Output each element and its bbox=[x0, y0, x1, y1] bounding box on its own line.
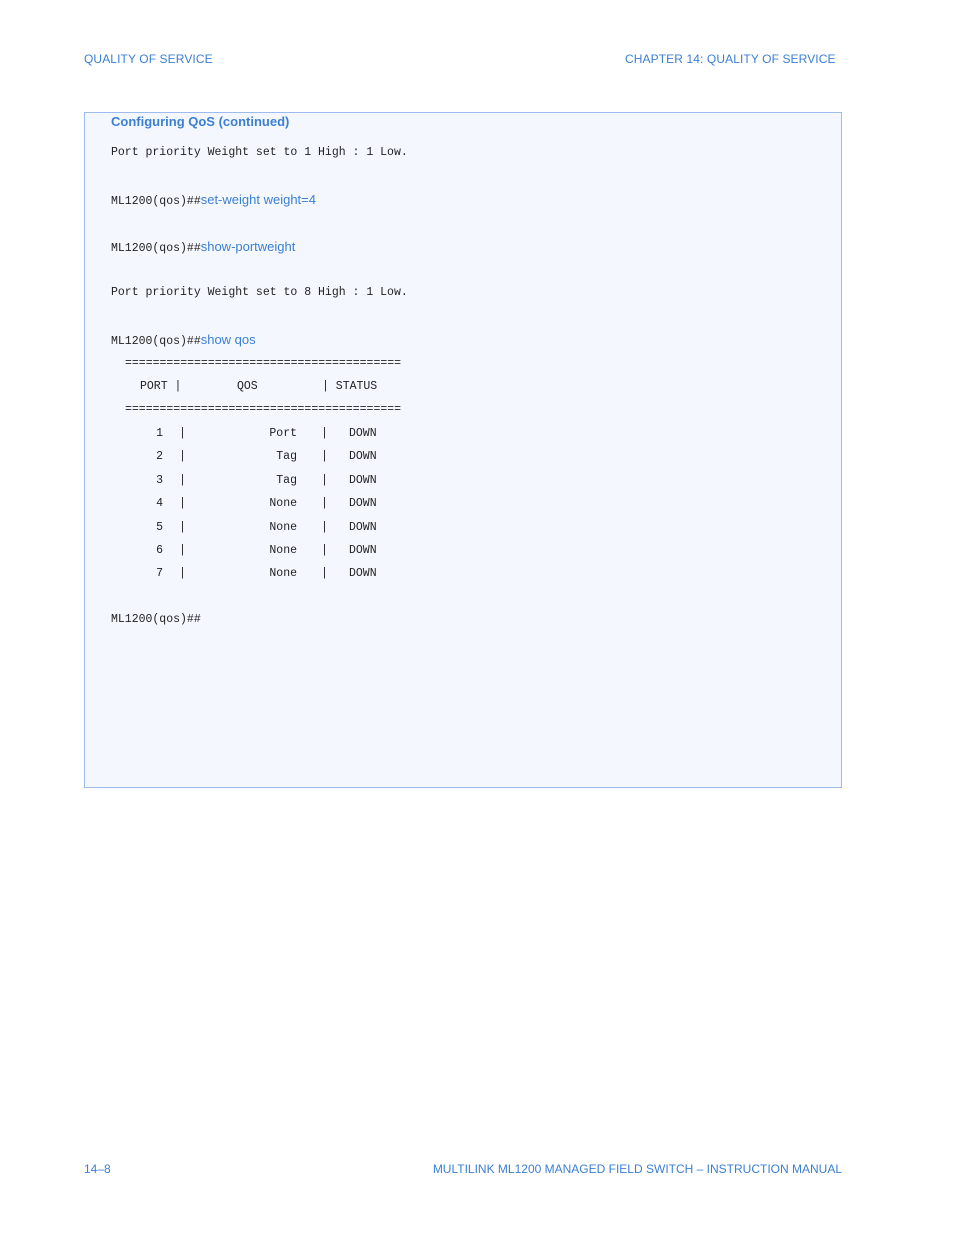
column-separator: | bbox=[179, 497, 186, 511]
box-title: Configuring QoS (continued) bbox=[111, 114, 290, 129]
cli-example-box bbox=[84, 112, 842, 788]
port-cell: 1 bbox=[156, 427, 163, 440]
column-separator: | bbox=[321, 473, 328, 487]
output-line-weight-8: Port priority Weight set to 8 High : 1 Low. bbox=[111, 286, 408, 299]
column-separator: | bbox=[179, 567, 186, 581]
column-separator: | bbox=[321, 427, 328, 440]
status-cell: DOWN bbox=[349, 520, 377, 534]
page-number: 14–8 bbox=[84, 1162, 111, 1176]
output-line-weight-1: Port priority Weight set to 1 High : 1 Low. bbox=[111, 146, 408, 159]
qos-cell: None bbox=[269, 520, 297, 534]
table-rule-top: ======================================== bbox=[125, 357, 402, 370]
status-cell: DOWN bbox=[349, 497, 377, 511]
port-cell: 4 bbox=[156, 497, 163, 511]
status-cell: DOWN bbox=[349, 427, 377, 440]
status-cell: DOWN bbox=[349, 544, 377, 557]
cli-prompt: ML1200(qos)## bbox=[111, 335, 201, 348]
cli-command: show-portweight bbox=[200, 239, 296, 254]
header-qos: QOS bbox=[237, 380, 258, 393]
qos-cell: None bbox=[269, 567, 297, 581]
column-separator: | bbox=[179, 450, 186, 464]
cli-final-prompt: ML1200(qos)## bbox=[111, 613, 201, 626]
column-separator: | bbox=[321, 450, 328, 464]
qos-cell: None bbox=[269, 544, 297, 557]
cli-prompt: ML1200(qos)## bbox=[111, 242, 201, 255]
column-separator: | bbox=[321, 520, 328, 534]
qos-cell: Tag bbox=[276, 450, 297, 464]
running-header-right: CHAPTER 14: QUALITY OF SERVICE bbox=[625, 52, 836, 66]
port-cell: 7 bbox=[156, 567, 163, 581]
status-cell: DOWN bbox=[349, 567, 377, 581]
qos-cell: None bbox=[269, 497, 297, 511]
command-line-set-weight bbox=[111, 192, 316, 208]
column-separator: | bbox=[179, 427, 186, 440]
column-separator: | bbox=[321, 567, 328, 581]
column-separator: | bbox=[321, 544, 328, 557]
status-cell: DOWN bbox=[349, 473, 377, 487]
column-separator: | bbox=[321, 497, 328, 511]
header-status: | STATUS bbox=[322, 380, 378, 393]
command-line-show-qos bbox=[111, 332, 256, 348]
table-rule-bottom: ======================================== bbox=[125, 403, 402, 416]
running-header-left: QUALITY OF SERVICE bbox=[84, 52, 213, 66]
cli-prompt: ML1200(qos)## bbox=[111, 195, 201, 208]
qos-cell: Port bbox=[269, 427, 297, 440]
port-cell: 2 bbox=[156, 450, 163, 464]
running-footer-title: MULTILINK ML1200 MANAGED FIELD SWITCH – INSTRUCTION MANUAL bbox=[432, 1162, 842, 1176]
column-separator: | bbox=[179, 473, 186, 487]
command-line-show-portweight bbox=[111, 239, 295, 255]
status-cell: DOWN bbox=[349, 450, 377, 464]
port-cell: 5 bbox=[156, 520, 163, 534]
cli-command: set-weight weight=4 bbox=[200, 192, 316, 207]
port-cell: 3 bbox=[156, 473, 163, 487]
cli-command: show qos bbox=[200, 332, 256, 347]
column-separator: | bbox=[179, 544, 186, 557]
qos-cell: Tag bbox=[276, 473, 297, 487]
column-separator: | bbox=[179, 520, 186, 534]
header-port: PORT | bbox=[140, 380, 182, 393]
port-cell: 6 bbox=[156, 544, 163, 557]
